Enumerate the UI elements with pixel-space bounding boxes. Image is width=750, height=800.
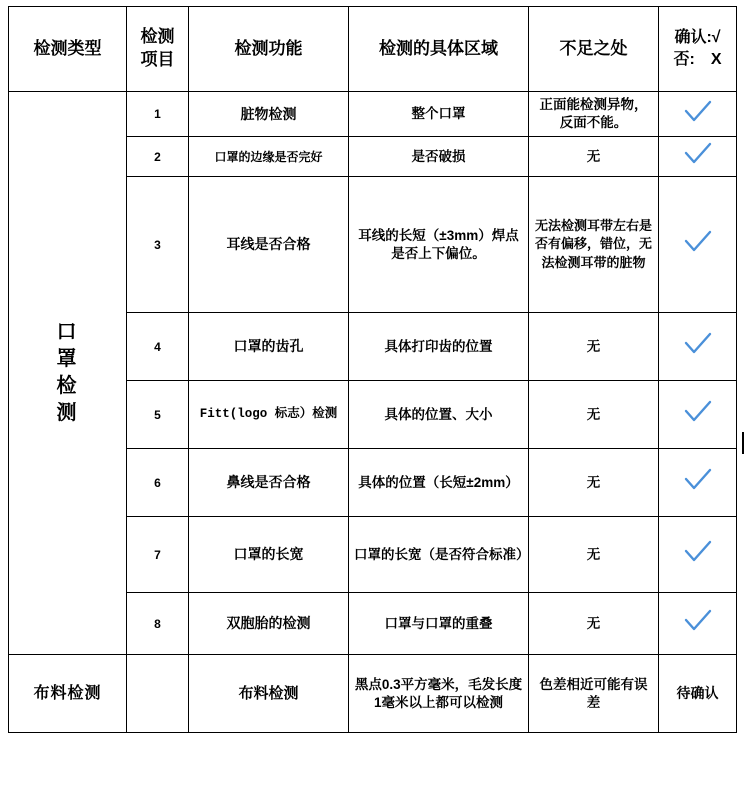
row-confirm: [659, 313, 737, 381]
check-icon: [683, 467, 713, 493]
column-header-item-line2: 项目: [140, 50, 175, 69]
row-function: 耳线是否合格: [189, 177, 349, 313]
row-flaw: 色差相近可能有误差: [529, 655, 659, 733]
check-icon: [683, 229, 713, 255]
column-header-confirm-yes: 确认:√: [674, 29, 721, 47]
row-function: 鼻线是否合格: [189, 449, 349, 517]
row-number: 1: [127, 92, 189, 137]
row-flaw: 无: [529, 449, 659, 517]
row-number: 5: [127, 381, 189, 449]
table-row-fabric: [9, 655, 737, 733]
row-flaw: 正面能检测异物，反面不能。: [529, 92, 659, 137]
category-char-1: 罩: [56, 348, 79, 371]
row-flaw: 无: [529, 381, 659, 449]
row-area: 口罩的长宽（是否符合标准）: [349, 517, 529, 593]
row-function: 脏物检测: [189, 92, 349, 137]
row-number: 8: [127, 593, 189, 655]
row-flaw: 无: [529, 137, 659, 177]
category-char-3: 测: [56, 402, 79, 425]
column-header-item-line1: 检测: [140, 27, 175, 47]
table-row: [9, 92, 737, 137]
row-function: 布料检测: [189, 655, 349, 733]
column-header-confirm-x: X: [710, 51, 722, 68]
row-confirm: [659, 593, 737, 655]
row-area: 具体的位置、大小: [349, 381, 529, 449]
row-number: 2: [127, 137, 189, 177]
row-function: 口罩的长宽: [189, 517, 349, 593]
row-function: Fitt(logo 标志）检测: [189, 381, 349, 449]
row-confirm: 待确认: [659, 655, 737, 733]
row-number: 4: [127, 313, 189, 381]
row-area: 具体的位置（长短±2mm）: [349, 449, 529, 517]
category-cell-fabric: 布料检测: [9, 655, 127, 733]
category-char-2: 检: [56, 375, 79, 398]
row-area: 具体打印齿的位置: [349, 313, 529, 381]
row-area: 口罩与口罩的重叠: [349, 593, 529, 655]
row-flaw: 无: [529, 517, 659, 593]
column-header-function: 检测功能: [189, 7, 349, 92]
row-confirm: [659, 92, 737, 137]
row-area: 是否破损: [349, 137, 529, 177]
check-icon: [683, 99, 713, 125]
inspection-table: [8, 6, 737, 733]
row-confirm: [659, 449, 737, 517]
column-header-confirm: [659, 7, 737, 92]
row-flaw: 无法检测耳带左右是否有偏移，错位，无法检测耳带的脏物: [529, 177, 659, 313]
check-icon: [683, 141, 713, 167]
row-flaw: 无: [529, 313, 659, 381]
row-confirm: [659, 517, 737, 593]
table-header-row: [9, 7, 737, 92]
row-confirm: [659, 381, 737, 449]
row-area: 整个口罩: [349, 92, 529, 137]
column-header-item: [127, 7, 189, 92]
column-header-area: 检测的具体区域: [349, 7, 529, 92]
check-icon: [683, 399, 713, 425]
row-flaw: 无: [529, 593, 659, 655]
check-icon: [683, 331, 713, 357]
row-number: 7: [127, 517, 189, 593]
row-function: 口罩的边缘是否完好: [189, 137, 349, 177]
row-confirm: [659, 137, 737, 177]
check-icon: [683, 539, 713, 565]
row-function: 口罩的齿孔: [189, 313, 349, 381]
check-icon: [683, 608, 713, 634]
column-header-flaw: 不足之处: [529, 7, 659, 92]
category-cell-mask: [9, 92, 127, 655]
stray-mark: [742, 432, 744, 454]
row-confirm: [659, 177, 737, 313]
row-number: 6: [127, 449, 189, 517]
table-body: [9, 92, 737, 733]
row-number: 3: [127, 177, 189, 313]
row-area: 耳线的长短（±3mm）焊点是否上下偏位。: [349, 177, 529, 313]
column-header-confirm-no: [664, 49, 731, 71]
row-number: [127, 655, 189, 733]
row-function: 双胞胎的检测: [189, 593, 349, 655]
category-char-0: 口: [56, 321, 79, 344]
table-header: [9, 7, 737, 92]
column-header-type: 检测类型: [9, 7, 127, 92]
column-header-confirm-no-label: 否:: [673, 51, 695, 68]
row-area: 黑点0.3平方毫米，毛发长度1毫米以上都可以检测: [349, 655, 529, 733]
